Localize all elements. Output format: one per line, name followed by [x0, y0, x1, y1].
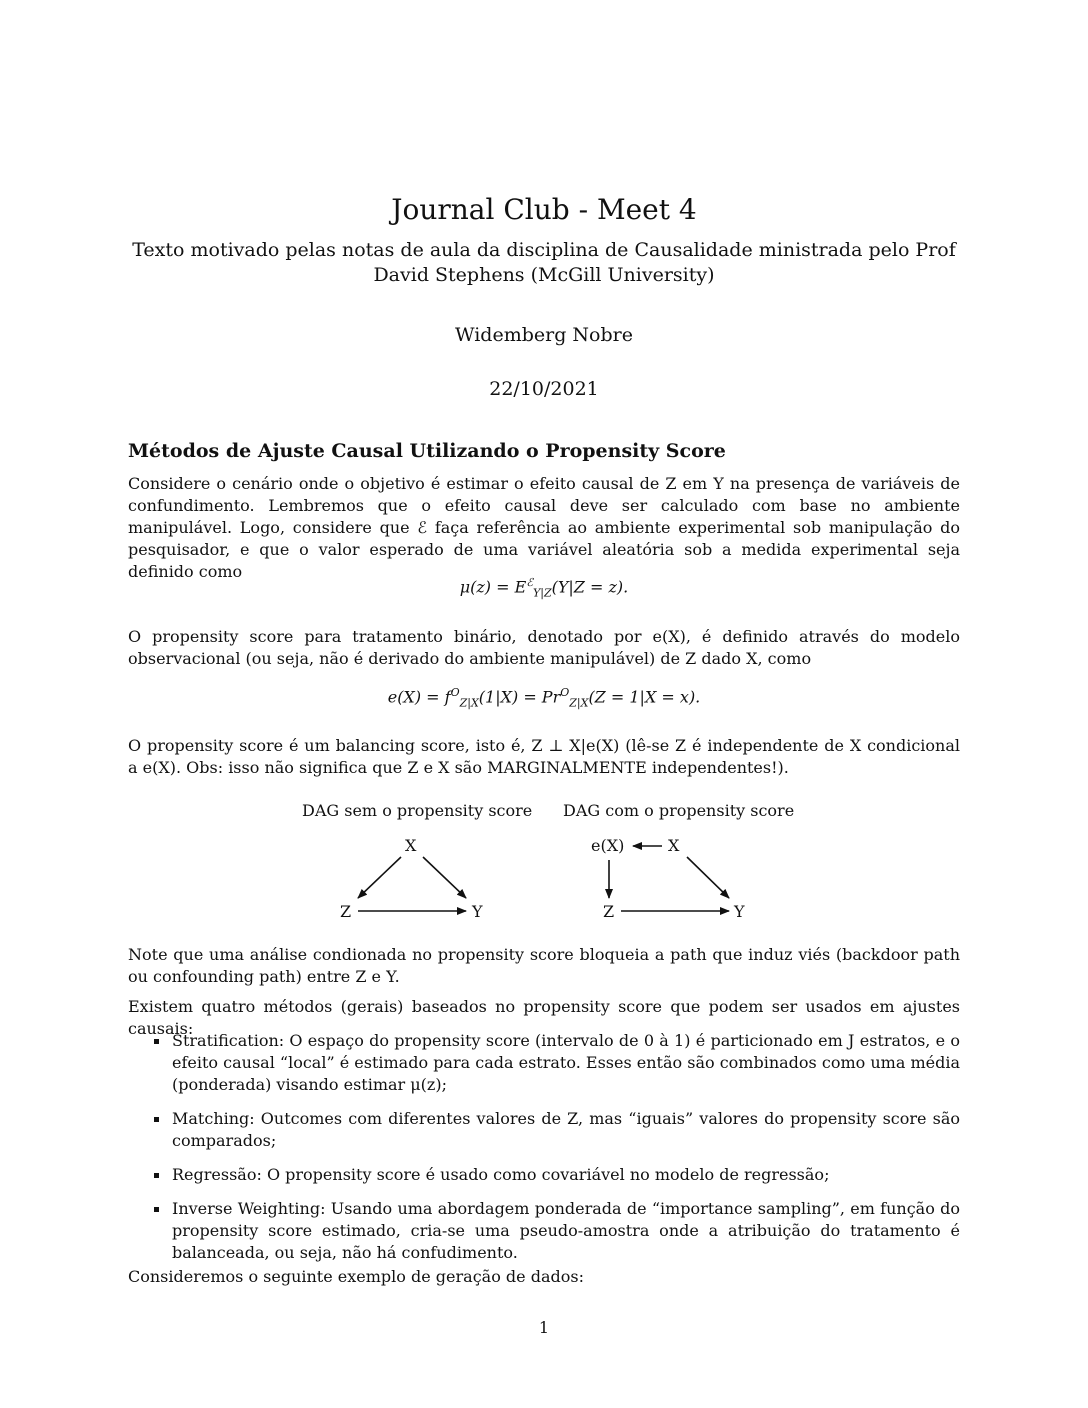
list-item-stratification: Stratification: O espaço do propensity score (intervalo de 0 à 1) é particionado em J estratos, e o efeito causal “local” é estimado para cada estrato. Esses então são combinados como uma média (ponderada) visando estimar μ(z);: [148, 1030, 960, 1096]
list-item-inverse-weighting: Inverse Weighting: Usando uma abordagem ponderada de “importance sampling”, em função do propensity score estimado, cria-se uma pseudo-amostra onde a atribuição do tratamento é balanceada, ou seja, não há confudimento.: [148, 1198, 960, 1264]
author-name: Widemberg Nobre: [455, 324, 633, 346]
equation-propensity-part3: (Z = 1|X = x).: [588, 687, 701, 707]
paragraph-propensity-definition: O propensity score para tratamento binário, denotado por e(X), é definido através do modelo observacional (ou seja, não é derivado do ambiente manipulável) de Z dado X, como: [128, 627, 960, 668]
dag-left-node-y: Y: [472, 902, 483, 921]
equation-mu-sup: ℰ: [526, 576, 533, 589]
equation-propensity-part2: (1|X) = Pr: [478, 687, 561, 707]
document-date: 22/10/2021: [489, 378, 599, 400]
equation-mu-lhs: μ(z) = E: [459, 577, 527, 597]
document-title: Journal Club - Meet 4: [391, 193, 697, 226]
methods-list: [148, 1030, 960, 1276]
list-item-matching: Matching: Outcomes com diferentes valores de Z, mas “iguais” valores do propensity score são comparados;: [148, 1108, 960, 1152]
paragraph-methods-intro: Existem quatro métodos (gerais) baseados no propensity score que podem ser usados em ajustes causais:: [128, 997, 960, 1038]
dag-left-node-x: X: [405, 836, 417, 855]
equation-propensity-sup2: O: [560, 686, 570, 699]
paragraph-example: Consideremos o seguinte exemplo de geração de dados:: [128, 1267, 584, 1286]
dag-left-edge-x-y: [423, 857, 466, 898]
paragraph-backdoor: Note que uma análise condionada no propensity score bloqueia a path que induz viés (backdoor path ou confounding path) entre Z e Y.: [128, 945, 960, 986]
equation-mu-sub: Y|Z: [532, 586, 552, 600]
equation-propensity-sub2: Z|X: [569, 696, 589, 710]
dag-right-node-x: X: [668, 836, 680, 855]
dag-right-node-z: Z: [603, 902, 615, 921]
document-subtitle: Texto motivado pelas notas de aula da disciplina de Causalidade ministrada pelo Prof David Stephens (McGill University): [132, 239, 956, 286]
paragraph-balancing-score: O propensity score é um balancing score, isto é, Z ⊥ X|e(X) (lê-se Z é independente de X condicional a e(X). Obs: isso não significa que Z e X são MARGINALMENTE independentes!).: [128, 736, 960, 777]
section-heading: Métodos de Ajuste Causal Utilizando o Propensity Score: [128, 440, 726, 462]
equation-propensity-part1: e(X) = f: [387, 687, 451, 707]
equation-propensity-sup1: O: [450, 686, 460, 699]
dag-right-node-y: Y: [734, 902, 745, 921]
equation-propensity-sub1: Z|X: [459, 696, 479, 710]
dag-left-title: DAG sem o propensity score: [302, 801, 533, 820]
dag-left-edge-x-z: [358, 857, 401, 898]
page-number: 1: [538, 1318, 550, 1337]
dag-right-node-e: e(X): [591, 836, 625, 855]
equation-mu-rhs: (Y|Z = z).: [551, 577, 629, 597]
list-item-regression: Regressão: O propensity score é usado como covariável no modelo de regressão;: [148, 1164, 960, 1186]
dag-left-node-z: Z: [340, 902, 352, 921]
dag-right-title: DAG com o propensity score: [563, 801, 795, 820]
paragraph-intro: Considere o cenário onde o objetivo é estimar o efeito causal de Z em Y na presença de variáveis de confundimento. Lembremos que o efeito causal deve ser calculado com base no ambiente manipulável. Logo, considere que ℰ faça referência ao ambiente experimental sob manipulação do pesquisador, e que o valor esperado de uma variável aleatória sob a medida experimental seja definido como: [128, 474, 960, 581]
dag-right-edge-x-y: [687, 857, 729, 898]
